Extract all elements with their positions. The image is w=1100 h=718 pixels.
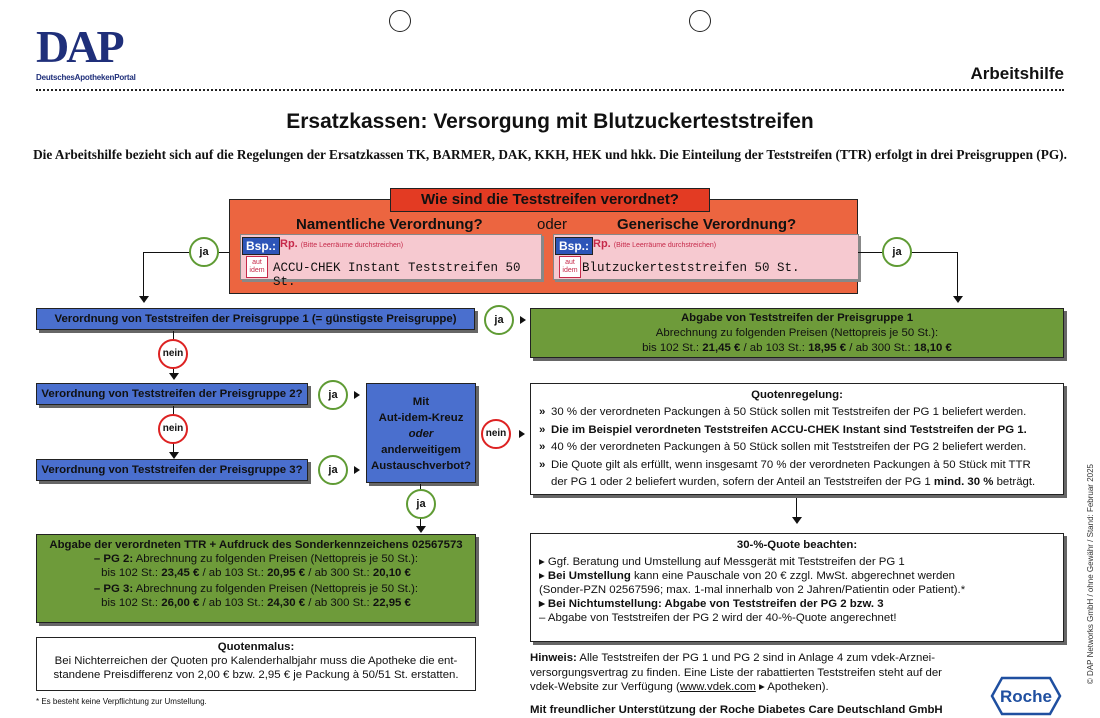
yes-badge: ja [406, 489, 436, 519]
list-item: » 30 % der verordneten Packungen à 50 Stück sollen mit Teststreifen der PG 1 beliefert werden. [539, 406, 1027, 418]
yes-badge: ja [882, 237, 912, 267]
yes-badge: ja [484, 305, 514, 335]
arrow-right-icon [519, 430, 525, 438]
quota-note-list [539, 555, 1063, 625]
vdek-link[interactable]: www.vdek.com [679, 681, 756, 693]
option-generic-prescription: Generische Verordnung? [617, 216, 797, 233]
connector [957, 252, 958, 297]
bsp-label: Bsp.: [555, 237, 593, 255]
example-generic-text: Blutzuckerteststreifen 50 St. [582, 261, 800, 275]
no-badge: nein [158, 339, 188, 369]
doc-type-label: Arbeitshilfe [970, 64, 1064, 83]
pg1-question-text: Verordnung von Teststreifen der Preisgruppe 1 (= günstigste Preisgruppe) [54, 313, 457, 325]
quota-penalty-title: Quotenmalus: [217, 641, 295, 653]
list-item: ▸ Ggf. Beratung und Umstellung auf Messgerät mit Teststreifen der PG 1 [539, 556, 905, 568]
roche-logo-text: Roche [1000, 687, 1052, 706]
list-item: ▸ Bei Umstellung kann eine Pauschale von 20 € zzgl. MwSt. abgerechnet werden (Sonder-PZN 02567596; max. 1-mal innerhalb von 2 Jahren/Patientin oder Patient).* [539, 570, 966, 596]
list-item: » Die Quote gilt als erfüllt, wenn insgesamt 70 % der verordneten Packungen à 50 Stück mit TTR der PG 1 oder 2 beliefert wurden, sofern der Anteil an Teststreifen der PG 1 mind. 30 % beträgt. [539, 458, 1036, 488]
connector [796, 498, 797, 518]
list-item: – Abgabe von Teststreifen der PG 2 wird der 40-%-Quote angerechnet! [539, 612, 897, 624]
page-subtitle: Die Arbeitshilfe bezieht sich auf die Regelungen der Ersatzkassen TK, BARMER, DAK, KKH, HEK und hkk. Die Einteilung der Teststreifen (TTR) erfolgt in drei Preisgruppen (PG). [33, 147, 1067, 162]
dap-logo: DAP [36, 21, 122, 72]
example-named-text: ACCU-CHEK Instant Teststreifen 50 St. [273, 261, 521, 289]
aut-idem-box: aut idem [559, 256, 581, 278]
list-item: ▸ Bei Nichtumstellung: Abgabe von Teststreifen der PG 2 bzw. 3 [539, 598, 884, 610]
hint-text: Hinweis: Alle Teststreifen der PG 1 und PG 2 sind in Anlage 4 zum vdek-Arznei- versorgungsvertrag zu finden. Eine Liste der rabattierten Teststreifen steht auf der vdek-Website zur Verfügung (www.vdek.com ▸ Apotheken). [530, 652, 942, 693]
rp-label: Rp. (Bitte Leerräume durchstreichen) [593, 238, 717, 250]
quota-note-title: 30-%-Quote beachten: [736, 539, 858, 551]
pg1-result-title: Abgabe von Teststreifen der Preisgruppe 1 [680, 312, 914, 324]
yes-badge: ja [318, 380, 348, 410]
aut-idem-box: aut idem [246, 256, 268, 278]
punch-hole-left [389, 10, 411, 32]
no-badge: nein [158, 414, 188, 444]
pg2-question-text: Verordnung von Teststreifen der Preisgruppe 2? [41, 388, 303, 400]
no-badge: nein [481, 419, 511, 449]
arrow-down-icon [169, 452, 179, 459]
footnote: * Es besteht keine Verpflichtung zur Umstellung. [36, 697, 207, 706]
example-generic-prescription [553, 234, 859, 280]
list-item: » Die im Beispiel verordneten Teststreifen ACCU-CHEK Instant sind Teststreifen der PG 1. [539, 423, 1027, 436]
arrow-down-icon [139, 296, 149, 303]
pg3-question-text: Verordnung von Teststreifen der Preisgruppe 3? [41, 464, 303, 476]
yes-badge: ja [189, 237, 219, 267]
prescription-question-title: Wie sind die Teststreifen verordnet? [390, 188, 710, 212]
arrow-down-icon [169, 373, 179, 380]
arrow-right-icon [354, 466, 360, 474]
option-or: oder [537, 216, 568, 233]
punch-hole-right [689, 10, 711, 32]
arrow-right-icon [354, 391, 360, 399]
pg1-result-prices: bis 102 St.: 21,45 € / ab 103 St.: 18,95 € / ab 300 St.: 18,10 € [642, 342, 952, 354]
quota-penalty-box [36, 637, 476, 691]
quota-note-box [530, 533, 1064, 642]
quota-penalty-text: Bei Nichterreichen der Quoten pro Kalenderhalbjahr muss die Apotheke die ent- standene Preisdifferenz von 2,00 € bzw. 2,95 € je Packung à 50/51 St. erstatten. [53, 655, 459, 681]
dap-logo-subtitle: DeutschesApothekenPortal [36, 73, 136, 82]
pg2-question-box [36, 383, 308, 405]
arrow-down-icon [416, 526, 426, 533]
copyright: © DAP Networks GmbH / ohne Gewähr / Stand: Februar 2025 [1086, 464, 1095, 685]
arrow-down-icon [953, 296, 963, 303]
pg2-prices: – PG 2: Abrechnung zu folgenden Preisen (Nettopreis je 50 St.): bis 102 St.: 23,45 € / ab 103 St.: 20,95 € / ab 300 St.: 20,10 € [93, 553, 419, 579]
aut-idem-question-text: Mit Aut-idem-Kreuz oder anderweitigem Austauschverbot? [370, 396, 471, 472]
connector [143, 252, 144, 297]
arrow-down-icon [792, 517, 802, 524]
support-text: Mit freundlicher Unterstützung der Roche Diabetes Care Deutschland GmbH [530, 704, 943, 716]
roche-logo [990, 676, 1062, 716]
aut-idem-question-box [366, 383, 476, 483]
pg23-result-box [36, 534, 476, 623]
pg1-question-box [36, 308, 475, 330]
quota-rules-title: Quotenregelung: [751, 389, 843, 401]
pg1-result-box [530, 308, 1064, 358]
quota-rules-list [539, 404, 1063, 492]
yes-badge: ja [318, 455, 348, 485]
quota-rules-box [530, 383, 1064, 495]
pg1-result-line1: Abrechnung zu folgenden Preisen (Nettopreis je 50 St.): [655, 327, 939, 339]
list-item: » 40 % der verordneten Packungen à 50 Stück sollen mit Teststreifen der PG 2 beliefert werden. [539, 441, 1027, 453]
header-divider [36, 89, 1064, 91]
example-named-prescription [240, 234, 542, 289]
option-named-prescription: Namentliche Verordnung? [296, 216, 483, 233]
pg23-result-title: Abgabe der verordneten TTR + Aufdruck des Sonderkennzeichens 02567573 [49, 539, 463, 551]
bsp-label: Bsp.: [242, 237, 280, 255]
pg3-prices: – PG 3: Abrechnung zu folgenden Preisen (Nettopreis je 50 St.): bis 102 St.: 26,00 € / ab 103 St.: 24,30 € / ab 300 St.: 22,95 € [93, 583, 419, 609]
arrow-right-icon [520, 316, 526, 324]
page-title: Ersatzkassen: Versorgung mit Blutzuckerteststreifen [286, 110, 814, 133]
pg3-question-box [36, 459, 308, 481]
rp-label: Rp. (Bitte Leerräume durchstreichen) [280, 238, 404, 250]
